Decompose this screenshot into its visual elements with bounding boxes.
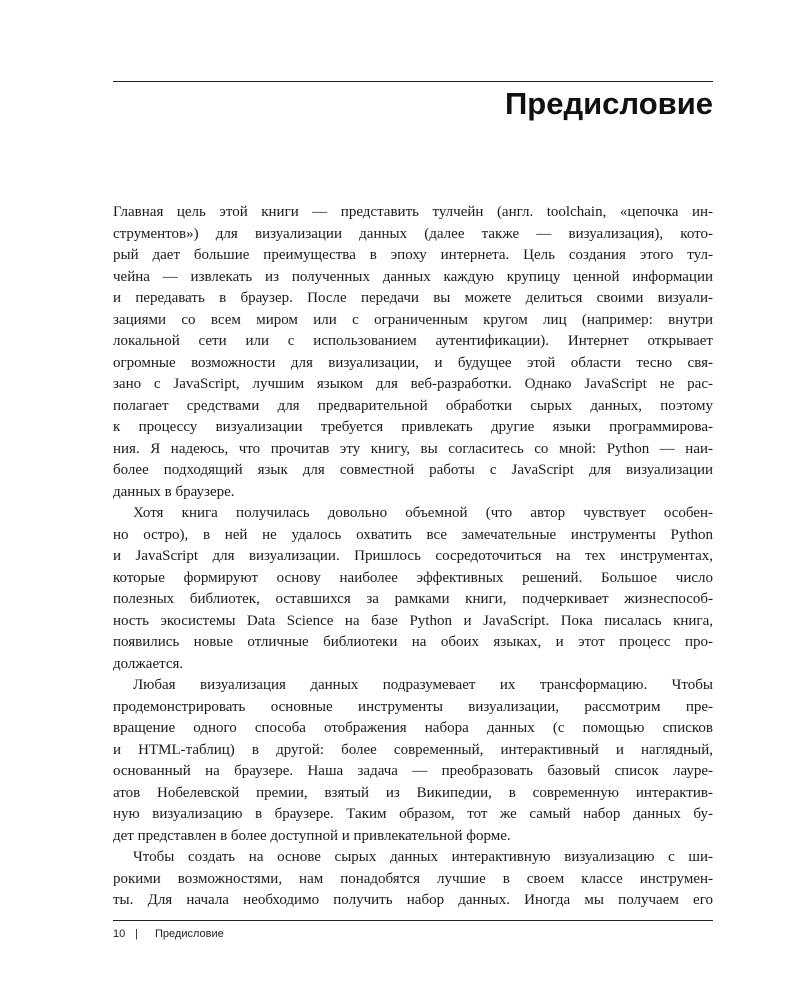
text-line: струментов») для визуализации данных (далее также — визуализация), кото- (113, 225, 713, 242)
text-line: ную визуализацию в браузере. Таким образом, тот же самый набор данных бу- (113, 806, 713, 822)
page-number: 10 (113, 927, 126, 940)
paragraph (113, 675, 713, 847)
text-line: дет представлен в более доступной и привлекательной форме. (113, 827, 511, 844)
text-line: ния. Я надеюсь, что прочитав эту книгу, вы согласитесь со мной: Python — наи- (113, 440, 713, 457)
text-line: и JavaScript для визуализации. Пришлось сосредоточиться на тех инструментах, (113, 548, 713, 564)
text-line: Любая визуализация данных подразумевает их трансформацию. Чтобы (133, 677, 713, 693)
header-rule (113, 81, 713, 82)
page-footer (113, 927, 713, 941)
text-line: данных в браузере. (113, 483, 235, 500)
text-line: и передавать в браузер. После передачи вы можете делиться своими визуали- (113, 290, 713, 306)
text-line: рокими возможностями, нам понадобятся лучшие в своем классе инструмен- (113, 870, 713, 887)
text-line: вращение одного способа отображения набора данных (с помощью списков (113, 720, 713, 736)
text-line: ты. Для начала необходимо получить набор данных. Иногда мы получаем его (113, 892, 713, 908)
text-line: локальной сети или с использованием аутентификации). Интернет открывает (113, 333, 713, 349)
paragraph (113, 202, 713, 503)
text-line: которые формируют основу наиболее эффективных решений. Большое число (113, 569, 713, 586)
text-line: и HTML-таблиц) в другой: более современный, интерактивный и наглядный, (113, 741, 713, 758)
text-line: Главная цель этой книги — представить тулчейн (англ. toolchain, «цепочка ин- (113, 204, 713, 220)
text-line: продемонстрировать основные инструменты визуализации, рассмотрим пре- (113, 698, 713, 715)
text-line: зациями со всем миром или с ограниченным кругом лиц (например: внутри (113, 311, 713, 328)
paragraph (113, 503, 713, 675)
text-line: огромные возможности для визуализации, и будущее этой области тесно свя- (113, 354, 713, 371)
footer-section-title: Предисловие (155, 927, 224, 940)
footer-separator: | (135, 927, 138, 940)
text-line: Чтобы создать на основе сырых данных интерактивную визуализацию с ши- (133, 849, 713, 865)
text-line: основанный на браузере. Наша задача — преобразовать базовый список лауре- (113, 763, 713, 779)
text-line: появились новые отличные библиотеки на обоих языках, и этот процесс про- (113, 634, 713, 650)
body-text (113, 202, 713, 912)
page-content (113, 202, 713, 941)
text-line: зано с JavaScript, лучшим языком для веб-разработки. Однако JavaScript не рас- (113, 376, 713, 392)
text-line: атов Нобелевской премии, взятый из Википедии, в современную интерактив- (113, 784, 713, 801)
text-line: полезных библиотек, оставшихся за рамками книги, подчеркивает жизнеспособ- (113, 591, 713, 607)
paragraph (113, 847, 713, 912)
text-line: чейна — извлекать из полученных данных каждую крупицу ценной информации (113, 268, 713, 285)
text-line: Хотя книга получилась довольно объемной (что автор чувствует особен- (133, 505, 713, 521)
text-line: рый дает большие преимущества в эпоху интернета. Цель создания этого тул- (113, 247, 713, 263)
text-line: полагает средствами для предварительной обработки сырых данных, поэтому (113, 397, 713, 414)
text-line: более подходящий язык для совместной работы с JavaScript для визуализации (113, 462, 713, 478)
text-line: должается. (113, 655, 184, 672)
text-line: ность экосистемы Data Science на базе Python и JavaScript. Пока писалась книга, (113, 612, 713, 629)
page-title: Предисловие (504, 86, 713, 121)
footer-rule (113, 920, 713, 921)
text-line: к процессу визуализации требуется привлекать другие языки программирова- (113, 419, 713, 435)
text-line: но остро), в ней не удалось охватить все замечательные инструменты Python (113, 526, 713, 543)
